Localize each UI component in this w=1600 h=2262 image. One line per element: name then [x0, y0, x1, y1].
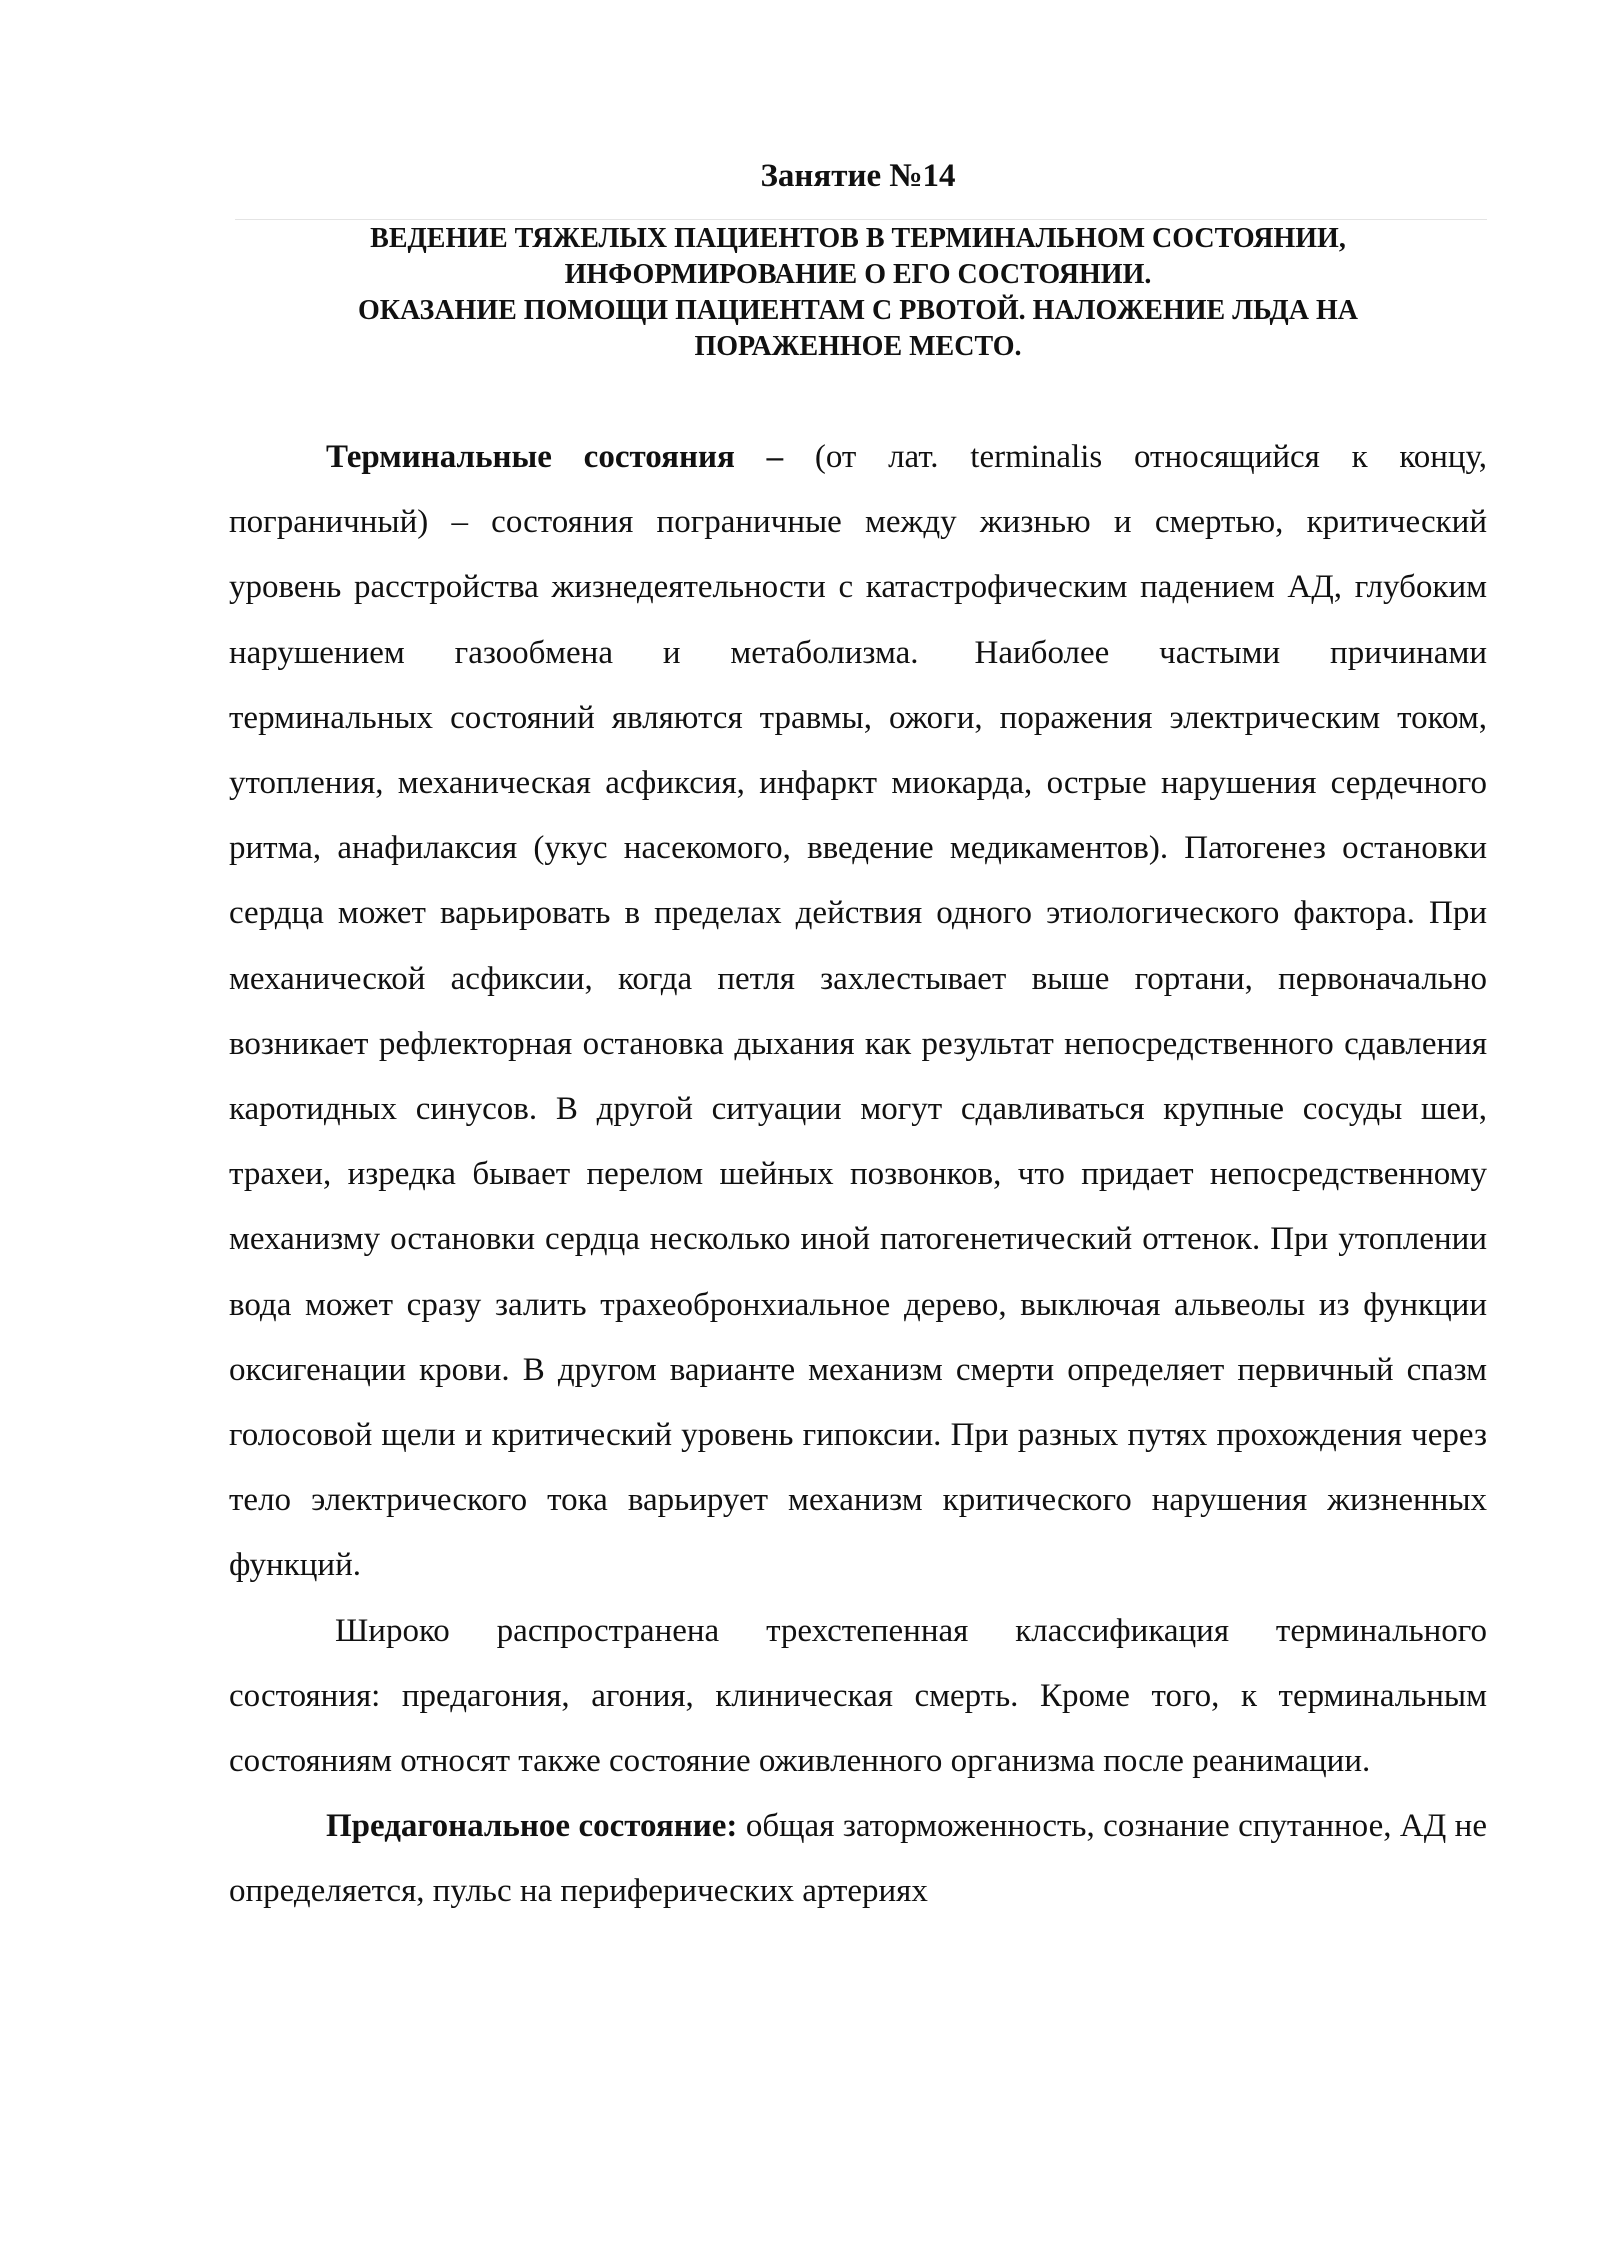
title-line: ПОРАЖЕННОЕ МЕСТО.	[694, 331, 1022, 362]
title-line: ВЕДЕНИЕ ТЯЖЕЛЫХ ПАЦИЕНТОВ В ТЕРМИНАЛЬНОМ СОСТОЯНИИ,	[370, 223, 1346, 254]
lesson-number-heading: Занятие №14	[760, 158, 956, 194]
paragraph-text: (от лат. terminalis относящийся к концу, пограничный) – состояния пограничные между жизнью и смертью, критический уровень расстройства жизнедеятельности с катастрофическим падением АД, глубоким нарушением газообмена и метаболизма.	[229, 439, 1487, 671]
title-line: ИНФОРМИРОВАНИЕ О ЕГО СОСТОЯНИИ.	[564, 259, 1152, 290]
paragraph-text: Наиболее частыми причинами терминальных состояний являются травмы, ожоги, поражения электрическим током, утопления, механическая асфиксия, инфаркт миокарда, острые нарушения сердечного ритма, анафилаксия (укус насекомого, введение медикаментов). Патогенез остановки сердца может варьировать в пределах действия одного этиологического фактора. При механической асфиксии, когда петля захлестывает выше гортани, первоначально возникает рефлекторная остановка дыхания как результат непосредственного сдавления каротидных синусов. В другой ситуации могут сдавливаться крупные сосуды шеи, трахеи, изредка бывает перелом шейных позвонков, что придает непосредственному механизму остановки сердца несколько иной патогенетический оттенок. При утоплении вода может сразу залить трахеобронхиальное дерево, выключая альвеолы из функции оксигенации крови. В другом варианте механизм смерти определяет первичный спазм голосовой щели и критический уровень гипоксии. При разных путях прохождения через тело электрического тока варьирует механизм критического нарушения жизненных функций.	[229, 634, 1487, 1584]
paragraph-text: Широко распространена трехстепенная классификация терминального состояния: предагония, агония, клиническая смерть. Кроме того, к терминальным состояниям относят также состояние оживленного организма после реанимации.	[229, 1612, 1487, 1780]
paragraph-classification	[229, 1599, 1487, 1795]
term-terminal-states: Терминальные состояния –	[326, 439, 784, 475]
lesson-title	[229, 221, 1487, 365]
paragraph-terminal-states	[229, 425, 1487, 1599]
paragraph-text: общая заторможенность, сознание спутанное, АД не определяется, пульс на периферических артериях	[229, 1808, 1487, 1910]
term-preagonal-state: Предагональное состояние:	[326, 1808, 738, 1845]
title-divider	[235, 219, 1487, 220]
body-text	[229, 425, 1487, 1925]
title-line: ОКАЗАНИЕ ПОМОЩИ ПАЦИЕНТАМ С РВОТОЙ. НАЛОЖЕНИЕ ЛЬДА НА	[357, 295, 1359, 326]
paragraph-preagonal-state	[229, 1794, 1487, 1924]
